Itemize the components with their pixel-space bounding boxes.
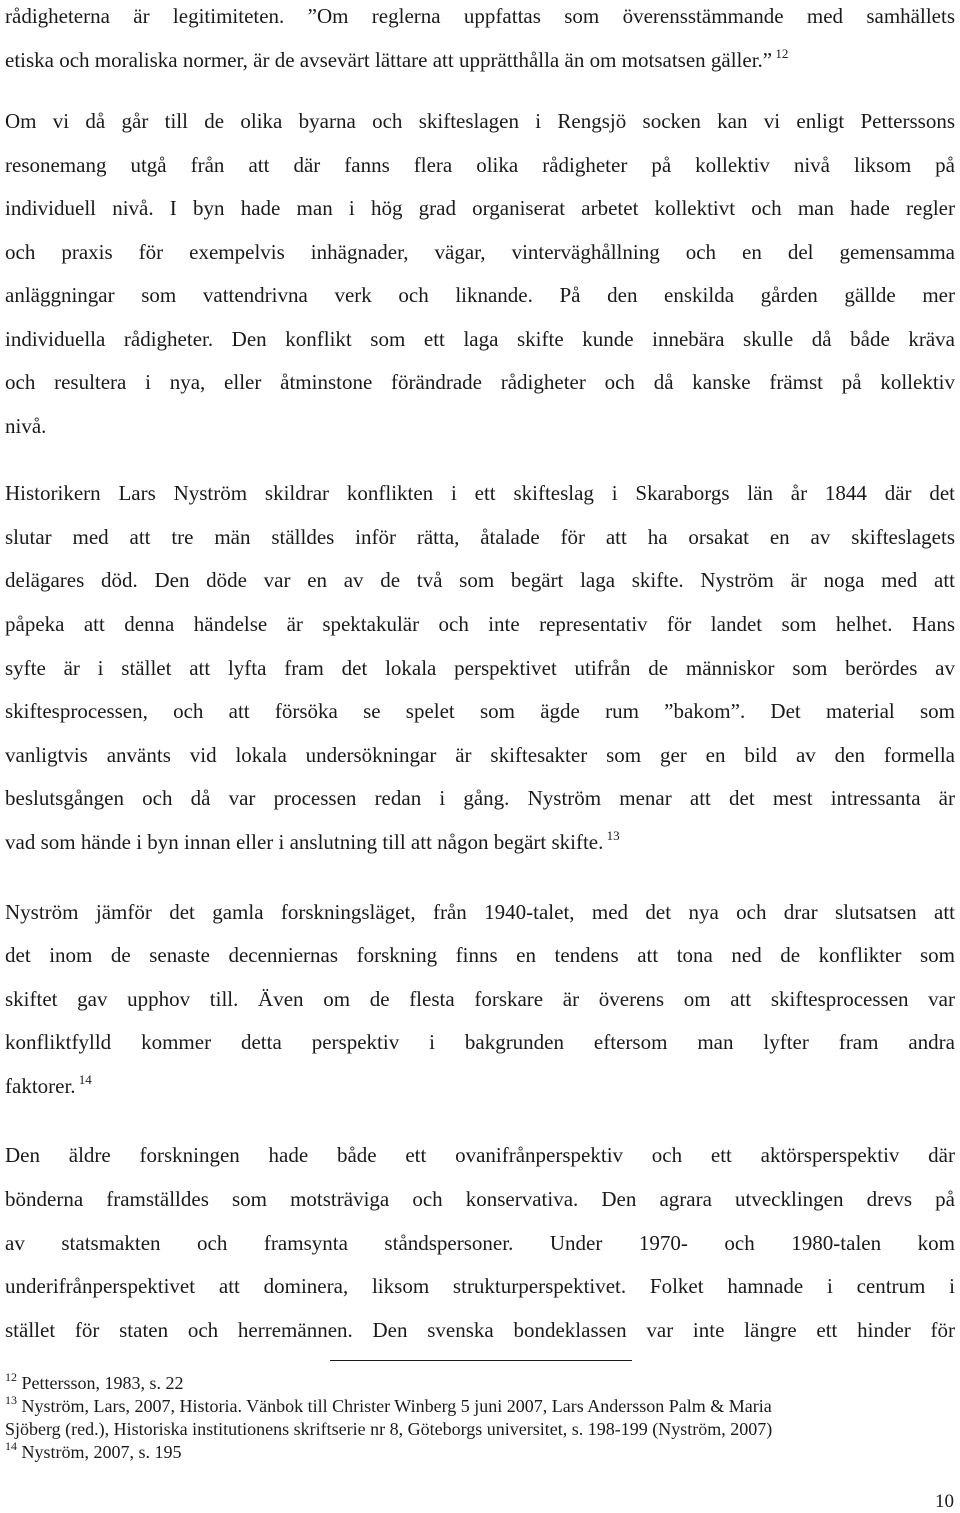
footnote-text: Pettersson, 1983, s. 22 — [21, 1373, 184, 1393]
footnote-text: Nyström, 2007, s. 195 — [21, 1442, 182, 1462]
footnote-text: Sjöberg (red.), Historiska institutionens skriftserie nr 8, Göteborgs universitet, s. 198-199 (Nyström, 2007) — [5, 1419, 773, 1439]
text-line — [5, 1274, 955, 1298]
text-line — [5, 196, 955, 220]
text-line-content: det inom de senaste decenniernas forskning finns en tendens att tona ned de konflikter som — [5, 943, 955, 967]
footnote — [5, 1393, 955, 1416]
text-line-content: bönderna framställdes som motsträviga och konservativa. Den agrara utvecklingen drevs på — [5, 1187, 955, 1211]
footnote — [5, 1439, 955, 1462]
text-line-content: etiska och moraliska normer, är de avsevärt lättare att upprätthålla än om motsatsen gäller.” — [5, 48, 773, 72]
text-line — [5, 153, 955, 177]
text-line — [5, 1143, 955, 1167]
text-line — [5, 830, 955, 854]
text-line-content: individuell nivå. I byn hade man i hög grad organiserat arbetet kollektivt och man hade regler — [5, 196, 955, 220]
text-line — [5, 656, 955, 680]
text-line — [5, 1074, 955, 1098]
text-line-content: underifrånperspektivet att dominera, liksom strukturperspektivet. Folket hamnade i centrum i — [5, 1274, 955, 1298]
text-line-content: resonemang utgå från att där fanns flera olika rådigheter på kollektiv nivå liksom på — [5, 153, 955, 177]
text-line — [5, 568, 955, 592]
text-line-content: påpeka att denna händelse är spektakulär och inte representativ för landet som helhet. Hans — [5, 612, 955, 636]
text-line — [5, 48, 955, 72]
footnote-separator — [330, 1360, 632, 1361]
text-line-content: av statsmakten och framsynta ståndspersoner. Under 1970- och 1980-talen kom — [5, 1231, 955, 1255]
text-line — [5, 283, 955, 307]
text-line-content: syfte är i stället att lyfta fram det lokala perspektivet utifrån de människor som berördes av — [5, 656, 955, 680]
text-line-content: slutar med att tre män ställdes inför rätta, åtalade för att ha orsakat en av skifteslagets — [5, 525, 955, 549]
text-line — [5, 327, 955, 351]
text-line — [5, 4, 955, 28]
text-line — [5, 1231, 955, 1255]
text-line-content: nivå. — [5, 414, 47, 438]
text-line — [5, 1187, 955, 1211]
text-line-content: vanligtvis använts vid lokala undersökningar är skiftesakter som ger en bild av den formella — [5, 743, 955, 767]
text-line-content: konfliktfylld kommer detta perspektiv i bakgrunden eftersom man lyfter fram andra — [5, 1030, 955, 1054]
text-line — [5, 109, 955, 133]
text-line — [5, 786, 955, 810]
text-line — [5, 612, 955, 636]
footnote-number: 12 — [5, 1370, 17, 1384]
footnote-reference[interactable]: 14 — [75, 1072, 92, 1087]
text-line-content: rådigheterna är legitimiteten. ”Om reglerna uppfattas som överensstämmande med samhällets — [5, 4, 955, 28]
text-line — [5, 743, 955, 767]
text-line — [5, 240, 955, 264]
footnote-number: 14 — [5, 1439, 17, 1453]
text-line-content: anläggningar som vattendrivna verk och liknande. På den enskilda gården gällde mer — [5, 283, 955, 307]
footnote-reference[interactable]: 12 — [772, 46, 789, 61]
text-line — [5, 943, 955, 967]
footnote-text: Nyström, Lars, 2007, Historia. Vänbok till Christer Winberg 5 juni 2007, Lars Andersson Palm & Maria — [21, 1396, 772, 1416]
text-line-content: stället för staten och herremännen. Den svenska bondeklassen var inte längre ett hinder för — [5, 1318, 955, 1342]
text-line-content: faktorer. — [5, 1074, 76, 1098]
text-line — [5, 699, 955, 723]
text-line-content: och resultera i nya, eller åtminstone förändrade rådigheter och då kanske främst på kollektiv — [5, 370, 955, 394]
text-line-content: individuella rådigheter. Den konflikt som ett laga skifte kunde innebära skulle då både kräva — [5, 327, 955, 351]
text-line-content: vad som hände i byn innan eller i anslutning till att någon begärt skifte. — [5, 830, 604, 854]
footnote-number: 13 — [5, 1393, 17, 1407]
text-line — [5, 1318, 955, 1342]
text-line-content: skiftet gav upphov till. Även om de flesta forskare är överens om att skiftesprocessen var — [5, 987, 955, 1011]
text-line — [5, 900, 955, 924]
text-line-content: Historikern Lars Nyström skildrar konflikten i ett skifteslag i Skaraborgs län år 1844 där det — [5, 481, 955, 505]
footnote — [5, 1370, 955, 1393]
text-line-content: skiftesprocessen, och att försöka se spelet som ägde rum ”bakom”. Det material som — [5, 699, 955, 723]
text-line — [5, 414, 955, 438]
text-line-content: Om vi då går till de olika byarna och skifteslagen i Rengsjö socken kan vi enligt Petterssons — [5, 109, 955, 133]
text-line — [5, 1030, 955, 1054]
text-line — [5, 987, 955, 1011]
text-line-content: Den äldre forskningen hade både ett ovanifrånperspektiv och ett aktörsperspektiv där — [5, 1143, 955, 1167]
text-line-content: delägares död. Den döde var en av de två som begärt laga skifte. Nyström är noga med att — [5, 568, 955, 592]
text-line — [5, 525, 955, 549]
text-line — [5, 370, 955, 394]
page-number: 10 — [935, 1491, 954, 1512]
text-line-content: beslutsgången och då var processen redan i gång. Nyström menar att det mest intressanta är — [5, 786, 955, 810]
text-line — [5, 481, 955, 505]
text-line-content: Nyström jämför det gamla forskningsläget, från 1940-talet, med det nya och drar slutsatsen att — [5, 900, 955, 924]
text-line-content: och praxis för exempelvis inhägnader, vägar, vinterväghållning och en del gemensamma — [5, 240, 955, 264]
footnote-reference[interactable]: 13 — [603, 828, 620, 843]
footnote — [5, 1419, 955, 1439]
